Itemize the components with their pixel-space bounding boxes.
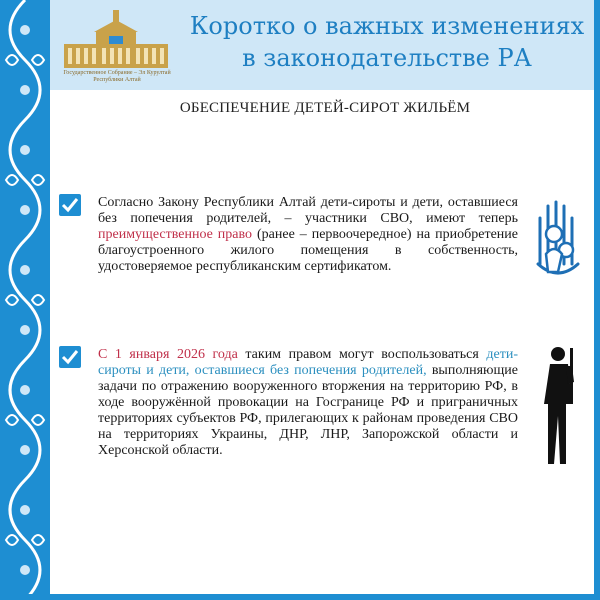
title-line-1: Коротко о важных изменениях [189,12,585,40]
item-1-part1: Согласно Закону Республики Алтай дети-сироты и дети, оставшиеся без попечения родителей, – участники СВО, имеют теперь [98,195,518,226]
ornament-strip [0,0,50,600]
item-1-highlight: преимущественное право [98,227,253,242]
right-border [594,0,600,600]
item-1-text [98,195,518,275]
checkbox-checked-icon [58,193,82,217]
item-2-date: С 1 января 2026 года [98,347,238,362]
page-title [178,10,596,74]
item-2-teal: дети-сироты и дети, оставшиеся без попечения родителей, [98,347,518,378]
logo-caption: Государственное Собрание – Эл Курултай Республики Алтай [63,70,171,83]
children-hands-icon [528,194,590,284]
title-line-2: в законодательстве РА [242,44,532,72]
section-heading: ОБЕСПЕЧЕНИЕ ДЕТЕЙ-СИРОТ ЖИЛЬЁМ [179,100,471,116]
item-2-part2: выполняющие задачи по отражению вооруженного вторжения на территорию РФ, в ходе вооружённой провокации на Госгранице РФ и приграничных территориях субъектов РФ, прилегающих к районам проведения СВО на территориях Украины, ДНР, ЛНР, Запорожской области и Херсонской области. [98,363,518,458]
bottom-border [0,594,600,600]
soldier-silhouette-icon [536,344,586,472]
item-2-part1: таким правом могут воспользоваться [237,347,487,362]
checkbox-checked-icon [58,345,82,369]
item-2-text [98,347,518,459]
item-1-part2: (ранее – первоочередное) на приобретение благоустроенного жилого помещения в собственность, удостоверяемое республиканским сертификатом. [98,227,518,274]
